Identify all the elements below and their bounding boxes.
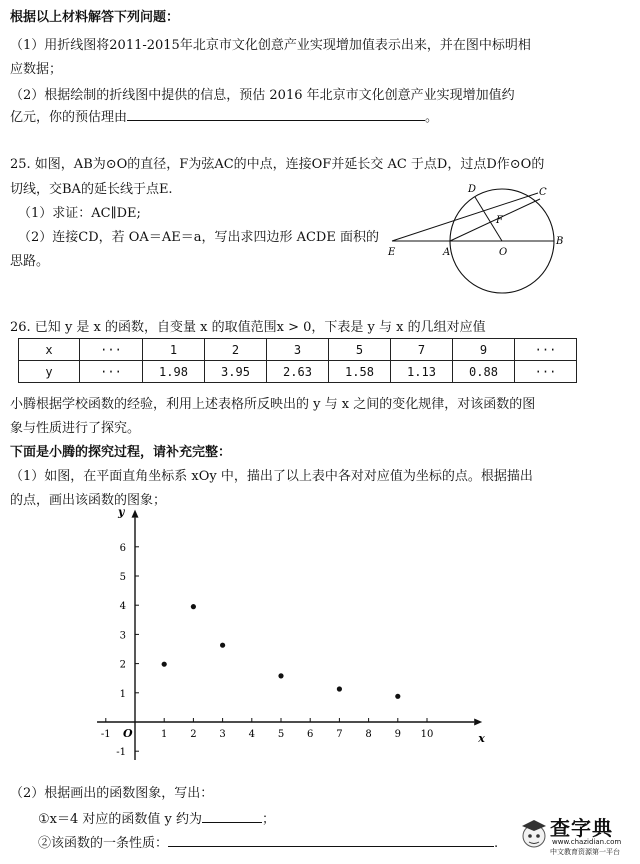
q26-sub1-prefix: ①x＝4 对应的函数值 y 约为 — [38, 812, 202, 827]
x-axis-label: x — [478, 732, 485, 745]
x-tick-label: 5 — [277, 729, 285, 740]
q26-text1: 小腾根据学校函数的经验，利用上述表格所反映出的 y 与 x 之间的变化规律，对该函数的图 — [10, 397, 536, 412]
x-tick-label: 4 — [248, 729, 255, 740]
table-cell: 1.58 — [329, 361, 391, 383]
q25-line2: 切线，交BA的延长线于点E. — [10, 182, 173, 197]
logo-title: 查字典 — [550, 816, 613, 840]
coordinate-plot — [90, 505, 485, 774]
q25-part2-line1: （2）连接CD，若 OA＝AE＝a，写出求四边形 ACDE 面积的 — [18, 230, 379, 245]
y-tick-label: 1 — [119, 688, 126, 700]
q25-geometry-figure — [380, 178, 570, 298]
table-row-x — [19, 339, 577, 361]
table-cell: 5 — [329, 339, 391, 361]
origin-label: O — [123, 727, 133, 740]
x-tick-label: -1 — [100, 729, 111, 740]
y-tick-label: 6 — [119, 542, 126, 554]
q26-text2: 象与性质进行了探究。 — [10, 421, 141, 436]
table-cell: ··· — [80, 339, 143, 361]
q26-sub2-prefix: ②该函数的一条性质： — [38, 836, 169, 851]
data-point — [395, 694, 400, 699]
data-point — [337, 686, 342, 691]
q26-sub2 — [38, 832, 498, 851]
intro-q1-line1: （1）用折线图将2011-2015年北京市文化创意产业实现增加值表示出来，并在图中标明相 — [10, 38, 531, 53]
value-table — [18, 338, 577, 383]
q25-part2-line2: 思路。 — [10, 254, 50, 269]
intro-q2-line1: （2）根据绘制的折线图中提供的信息，预估 2016 年北京市文化创意产业实现增加值约 — [10, 88, 515, 103]
data-point — [220, 643, 225, 648]
x-tick-label: 10 — [420, 729, 434, 740]
logo-url: www.chazidian.com — [552, 838, 622, 846]
q26-part1-line1: （1）如图，在平面直角坐标系 xOy 中，描出了以上表中各对对应值为坐标的点。根据描出 — [10, 469, 533, 484]
q26-sub1-end: ； — [262, 812, 276, 827]
watermark-logo — [518, 806, 634, 860]
table-cell: 7 — [391, 339, 453, 361]
table-cell: ··· — [80, 361, 143, 383]
q26-bold-line: 下面是小腾的探究过程，请补充完整： — [10, 445, 232, 460]
q26-part2: （2）根据画出的函数图象，写出： — [10, 786, 214, 801]
x-tick-label: 7 — [336, 729, 343, 740]
table-cell: 1 — [143, 339, 205, 361]
label-d: D — [468, 184, 477, 195]
q25-line1: 25. 如图，AB为⊙O的直径，F为弦AC的中点，连接OF并延长交 AC 于点D，过点D作⊙O的 — [10, 157, 545, 172]
q26-sub1 — [38, 808, 275, 827]
label-f: F — [496, 215, 503, 226]
intro-q1-line2: 应数据； — [10, 62, 63, 77]
data-point — [162, 662, 167, 667]
y-axis-arrow-icon — [132, 510, 139, 518]
answer-blank — [127, 107, 425, 121]
table-cell: ··· — [515, 339, 577, 361]
data-point — [191, 604, 196, 609]
intro-q2-end: 。 — [425, 110, 439, 125]
q26-sub2-end: . — [494, 836, 499, 851]
label-o: O — [499, 247, 508, 258]
plot-points — [162, 604, 401, 699]
y-tick-label: 4 — [119, 601, 126, 613]
y-axis-label: y — [118, 505, 125, 519]
table-cell: 0.88 — [453, 361, 515, 383]
x-tick-label: 9 — [394, 729, 401, 740]
table-cell: 1.98 — [143, 361, 205, 383]
section-heading: 根据以上材料解答下列问题： — [10, 10, 180, 25]
table-cell: 1.13 — [391, 361, 453, 383]
logo-tagline: 中文教育资源第一平台 — [550, 848, 620, 856]
plot-ticks — [101, 543, 433, 758]
q26-part1-line2: 的点，画出该函数的图象； — [10, 493, 167, 508]
q25-part1: （1）求证：AC∥DE; — [18, 206, 141, 221]
table-cell: ··· — [515, 361, 577, 383]
table-cell: 2.63 — [267, 361, 329, 383]
table-cell: 2 — [205, 339, 267, 361]
y-tick-label: 2 — [119, 659, 126, 671]
table-row-y — [19, 361, 577, 383]
table-cell: 3.95 — [205, 361, 267, 383]
label-b: B — [556, 236, 564, 247]
answer-blank — [202, 809, 262, 823]
data-point — [278, 673, 283, 678]
intro-q2-prefix: 亿元，你的预估理由 — [10, 110, 128, 125]
q26-line1: 26. 已知 y 是 x 的函数，自变量 x 的取值范围x > 0，下表是 y 与 x 的几组对应值 — [10, 320, 486, 335]
table-cell: x — [19, 339, 80, 361]
x-axis-arrow-icon — [474, 719, 482, 726]
x-tick-label: 6 — [307, 729, 314, 740]
y-tick-label: 3 — [119, 630, 126, 642]
intro-q2-line2 — [10, 106, 438, 125]
y-tick-label: 5 — [119, 572, 126, 583]
x-tick-label: 1 — [161, 729, 168, 740]
label-c: C — [539, 187, 547, 198]
x-tick-label: 8 — [365, 729, 372, 740]
y-tick-label: -1 — [116, 747, 126, 759]
answer-blank — [168, 833, 494, 847]
x-tick-label: 2 — [190, 729, 197, 740]
x-tick-label: 3 — [219, 729, 226, 740]
label-a: A — [443, 247, 451, 258]
table-cell: 9 — [453, 339, 515, 361]
label-e: E — [388, 247, 396, 258]
table-cell: y — [19, 361, 80, 383]
table-cell: 3 — [267, 339, 329, 361]
